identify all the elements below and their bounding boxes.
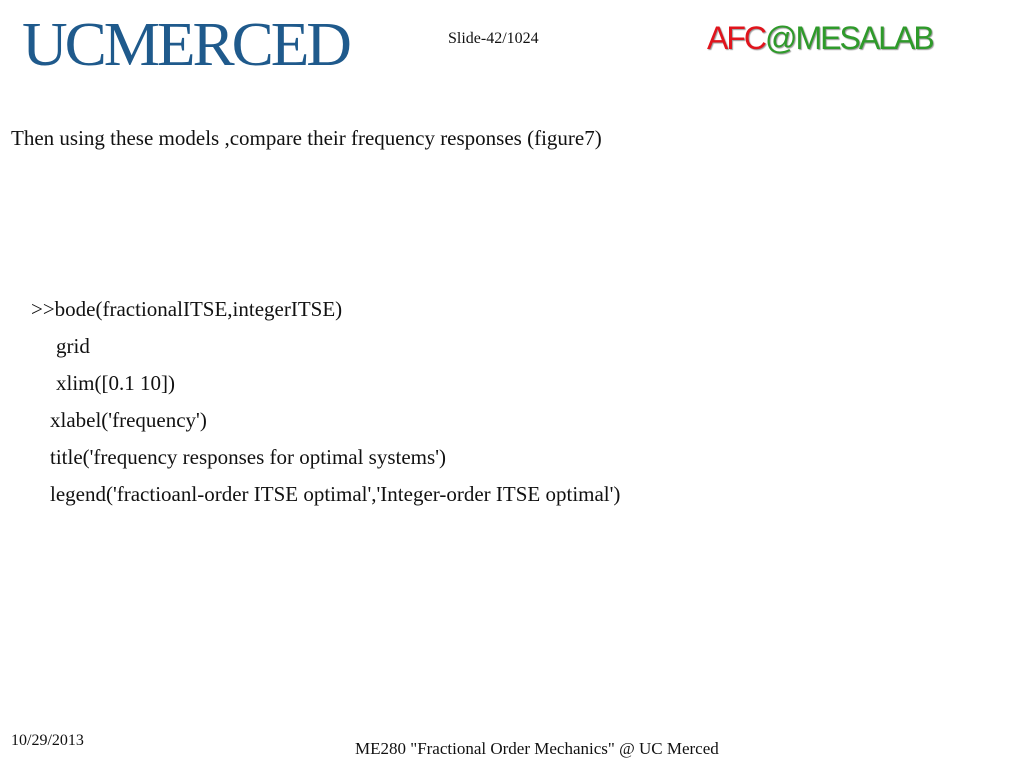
- afc-mesalab-logo: [707, 18, 933, 58]
- slide-number: Slide-42/1024: [448, 30, 539, 47]
- footer-date: 10/29/2013: [11, 732, 84, 749]
- code-line-title: title('frequency responses for optimal systems'): [50, 445, 446, 469]
- code-line-xlabel: xlabel('frequency'): [50, 408, 207, 432]
- mesalab-logo-text: @MESALAB: [765, 20, 933, 56]
- code-line-bode: >>bode(fractionalITSE,integerITSE): [31, 297, 343, 321]
- code-line-grid: grid: [56, 334, 90, 358]
- afc-logo-text: AFC: [707, 20, 765, 56]
- footer-course-title: ME280 "Fractional Order Mechanics" @ UC Merced: [355, 739, 719, 758]
- ucmerced-logo: UCMERCED: [22, 11, 349, 79]
- slide-heading: Then using these models ,compare their frequency responses (figure7): [11, 126, 602, 150]
- code-line-legend: legend('fractioanl-order ITSE optimal','Integer-order ITSE optimal'): [50, 482, 621, 506]
- code-line-xlim: xlim([0.1 10]): [56, 371, 175, 395]
